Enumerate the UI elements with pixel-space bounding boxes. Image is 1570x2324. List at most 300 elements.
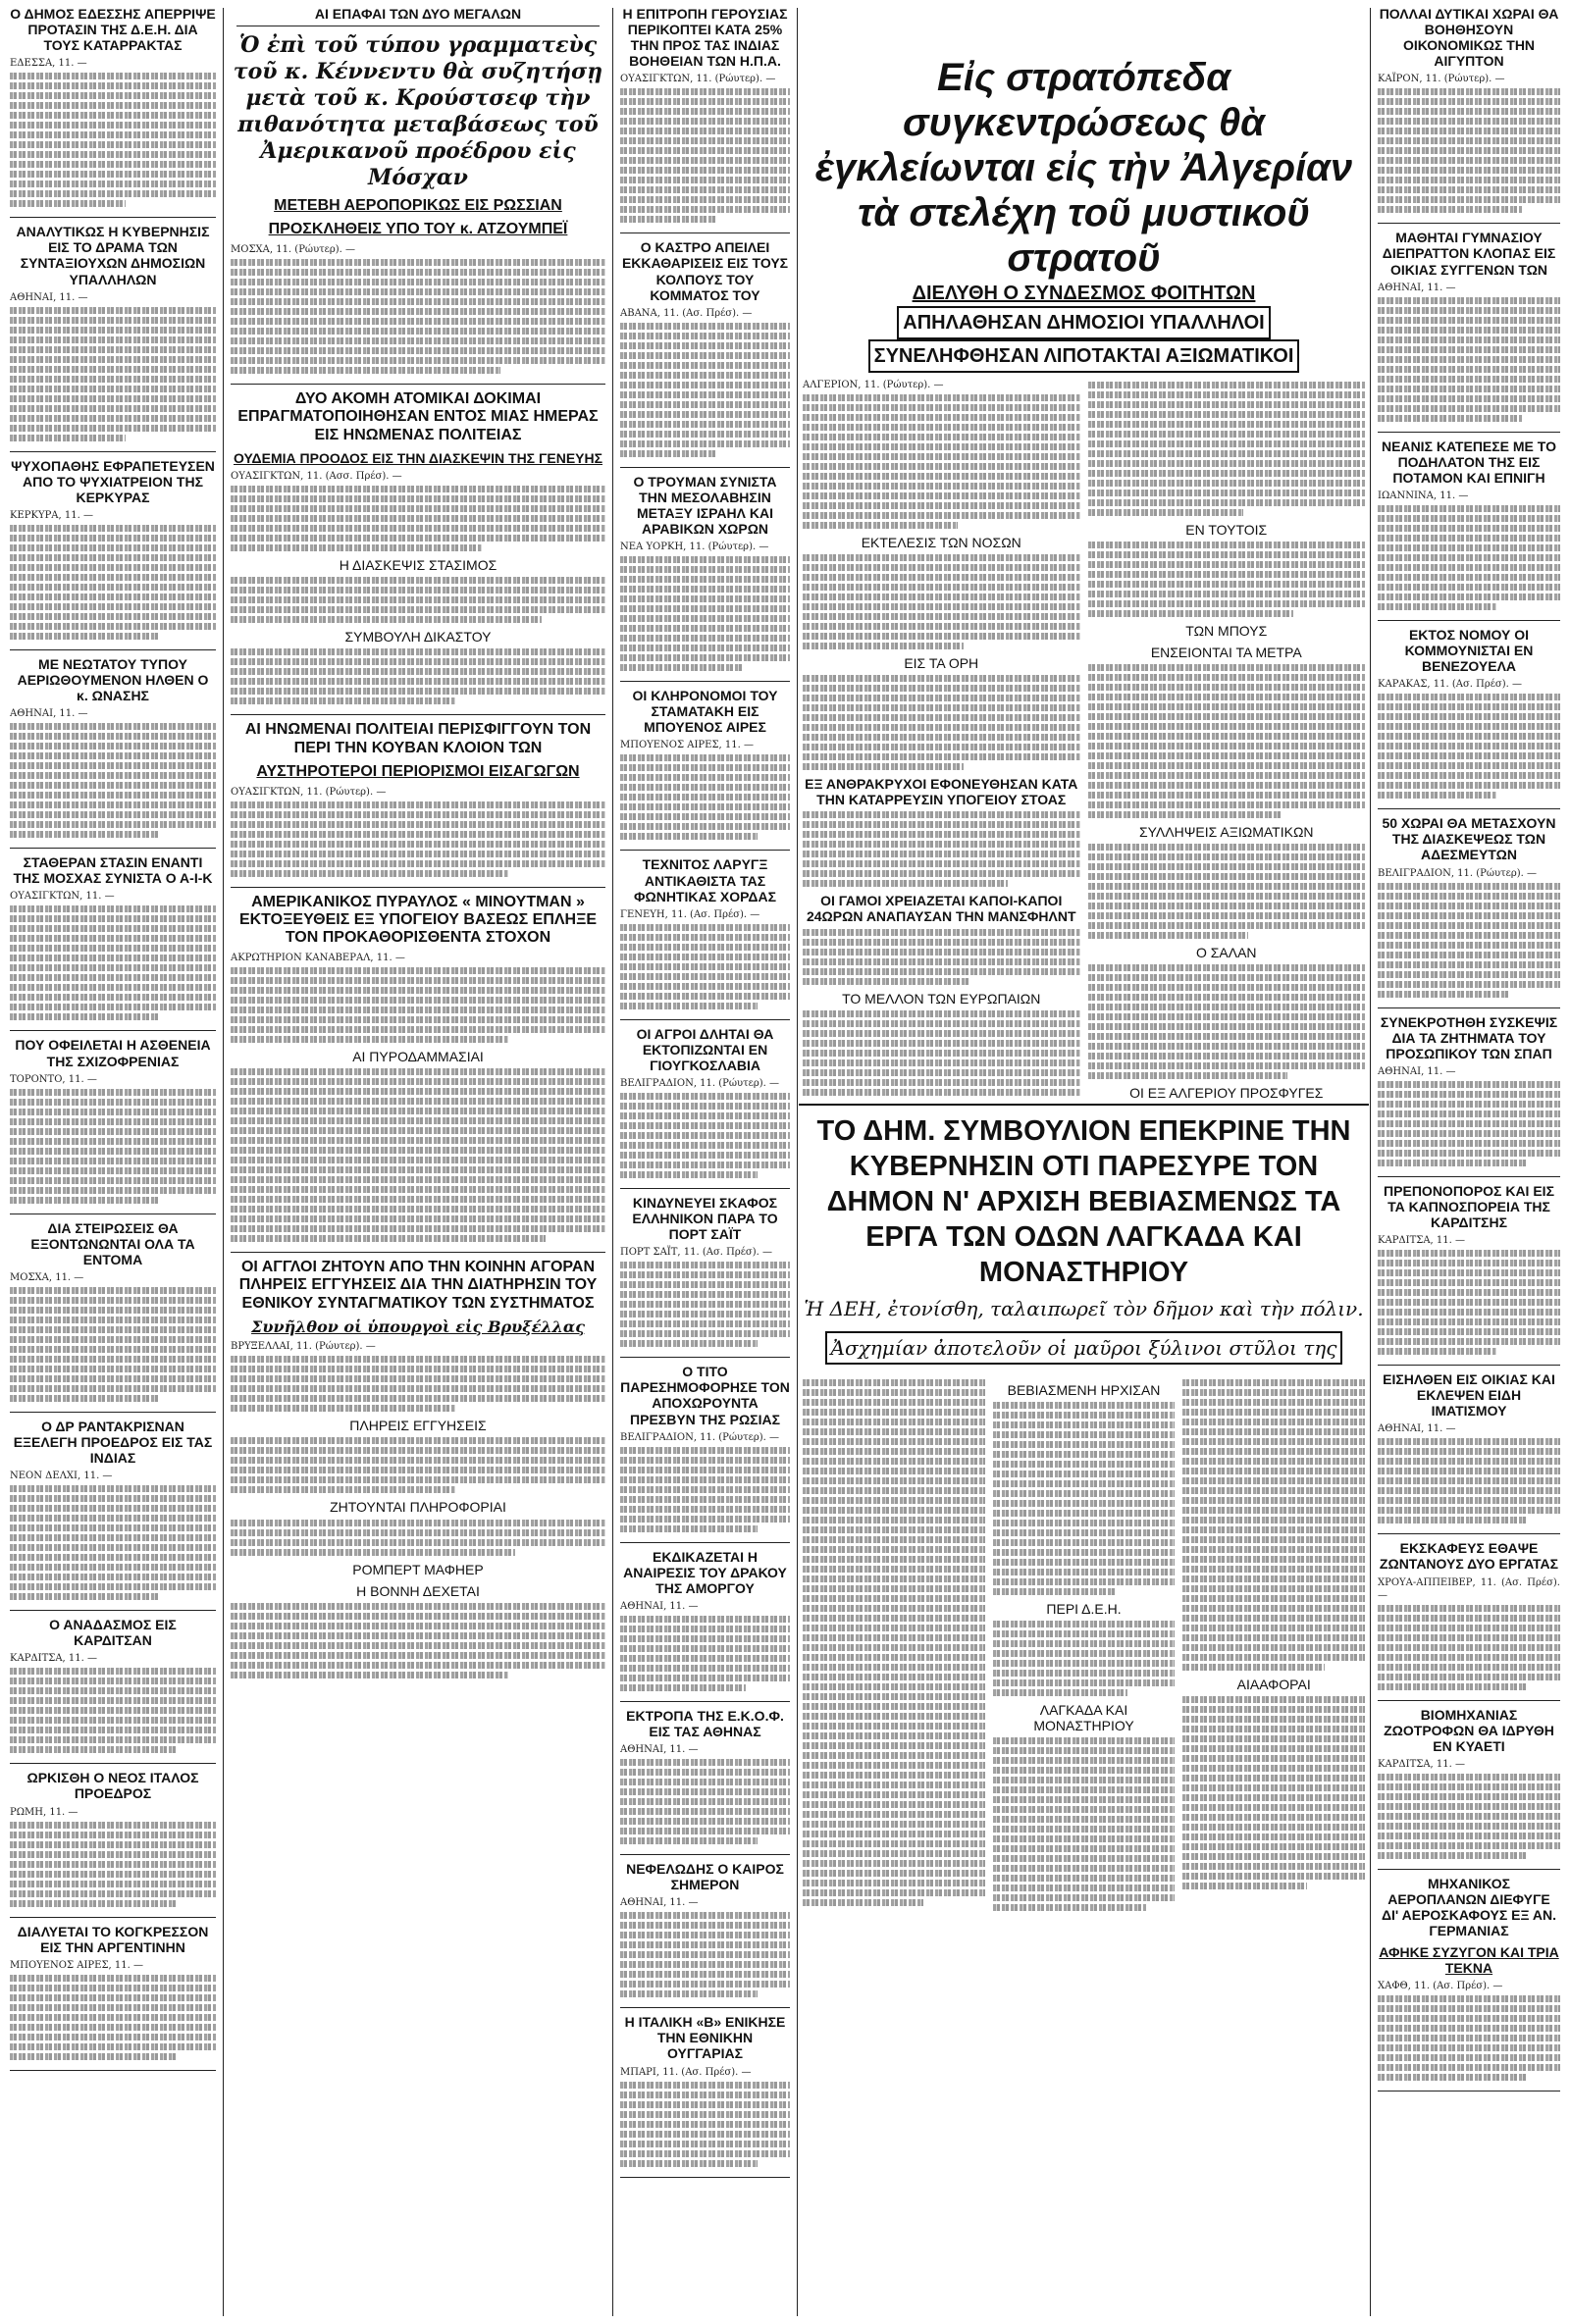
text-line [231, 860, 605, 867]
text-line [803, 695, 1080, 701]
text-line [1088, 752, 1366, 759]
text-line [10, 1128, 216, 1135]
text-line [803, 1674, 985, 1680]
text-line [231, 1356, 605, 1363]
dateline: ΕΔΕΣΣΑ, 11. — [10, 58, 87, 70]
text-line [803, 574, 1080, 581]
text-line [620, 98, 790, 105]
text-line [620, 833, 758, 840]
text-line [993, 1402, 1176, 1409]
dateline: ΜΟΣΧΑ, 11. — [10, 1271, 84, 1283]
article-body [1378, 1995, 1560, 2081]
text-line [620, 450, 715, 457]
section-head: ΠΕΡΙ Δ.Ε.Η. [1046, 1601, 1122, 1618]
text-line [1378, 108, 1560, 115]
text-line [10, 1385, 216, 1392]
article-body [620, 556, 790, 671]
text-line [620, 1808, 790, 1815]
text-line [620, 586, 790, 593]
text-line [620, 924, 790, 931]
text-line [1378, 1309, 1560, 1316]
headline: ΕΚΣΚΑΦΕΥΣ ΕΘΑΨΕ ΖΩΝΤΑΝΟΥΣ ΔΥΟ ΕΡΓΑΤΑΣ [1379, 1540, 1559, 1573]
text-line [803, 880, 1008, 887]
text-line [10, 112, 216, 119]
text-line [1088, 571, 1366, 578]
text-line [1378, 952, 1560, 958]
text-line [620, 1447, 790, 1454]
text-line [1182, 1883, 1306, 1889]
text-line [10, 1861, 216, 1868]
text-line [231, 1437, 605, 1444]
text-line [1088, 542, 1366, 548]
article [620, 856, 790, 1008]
text-line [803, 1634, 985, 1641]
text-line [1088, 811, 1282, 818]
article [10, 6, 216, 207]
text-line [1378, 893, 1560, 900]
subheadline-boxed: ΑΠΗΛΑΘΗΣΑΝ ΔΗΜΟΣΙΟΙ ΥΠΑΛΛΗΛΟΙ [897, 306, 1270, 339]
text-line [803, 1860, 985, 1867]
headline: ΨΥΧΟΠΑΘΗΣ ΕΦΡΑΠΕΤΕΥΣΕΝ ΑΠΟ ΤΟ ΨΥΧΙΑΤΡΕΙΟΝ ΤΗΣ ΚΕΡΚΥΡΑΣ [11, 457, 215, 505]
text-line [10, 1841, 216, 1848]
text-line [620, 167, 790, 174]
text-line [803, 1821, 985, 1828]
text-line [993, 1650, 1176, 1657]
article [620, 1026, 790, 1178]
article [620, 1708, 790, 1844]
article-body [10, 1287, 216, 1402]
text-line [10, 935, 216, 942]
text-line [803, 1752, 985, 1759]
text-line [10, 1564, 216, 1571]
text-line [1378, 1338, 1560, 1345]
text-line [803, 1762, 985, 1769]
text-line [1378, 1458, 1560, 1465]
section-head: ΑΙΑΑΦΟΡΑΙ [1236, 1677, 1311, 1692]
text-line [803, 821, 1080, 828]
text-line [1378, 1160, 1526, 1166]
text-line [1088, 470, 1366, 477]
text-line [1088, 674, 1366, 681]
subheadline: Συνῆλθον οἱ ὑπουργοὶ εἰς Βρυξέλλας [251, 1317, 585, 1336]
subheadline: ΔΙΕΛΥΘΗ Ο ΣΥΝΔΕΣΜΟΣ ΦΟΙΤΗΤΩΝ [912, 283, 1256, 304]
text-line [993, 1412, 1176, 1419]
text-line [1378, 307, 1560, 314]
text-line [231, 977, 605, 984]
text-line [620, 1665, 790, 1672]
main-col-b [1088, 379, 1366, 1099]
text-line [1378, 336, 1560, 343]
text-line [620, 372, 790, 379]
dateline: ΚΑΡΔΙΤΣΑ, 11. — [1378, 1235, 1465, 1247]
text-line [10, 366, 216, 373]
dateline: ΒΕΛΙΓΡΑΔΙΟΝ, 11. (Ρώυτερ). — [620, 1077, 779, 1089]
text-line [620, 1330, 790, 1337]
text-line [10, 1707, 216, 1714]
text-line [803, 851, 1080, 857]
text-line [10, 762, 216, 769]
text-line [231, 811, 605, 818]
section-head: ΤΩΝ ΜΠΟΥΣ [1185, 623, 1268, 640]
headline: ΤΟ ΔΗΜ. ΣΥΜΒΟΥΛΙΟΝ ΕΠΕΚΡΙΝΕ ΤΗΝ ΚΥΒΕΡΝΗΣΙΝ ΟΤΙ ΠΑΡΕΣΥΡΕ ΤΟΝ ΔΗΜΟΝ Ν' ΑΡΧΙΣΗ ΒΕΒΙΑΣΜΕΝΩΣ ΤΑ ΕΡΓΑ ΤΩΝ ΟΔΩΝ ΛΑΓΚΑΔΑ ΚΑΙ ΜΟΝΑΣΤΗΡΙΟΥ [816, 1115, 1351, 1288]
text-line [1378, 1328, 1560, 1335]
article-body [803, 811, 1080, 887]
text-line [620, 1142, 790, 1149]
text-line [1378, 1995, 1560, 2002]
text-line [1378, 1260, 1560, 1266]
text-line [620, 1311, 790, 1317]
text-line [993, 1431, 1176, 1438]
text-line [620, 1281, 790, 1288]
text-line [1182, 1873, 1365, 1880]
article [620, 6, 790, 223]
article-body [10, 1975, 216, 2060]
article-body [1182, 1379, 1365, 1671]
text-line [10, 1727, 216, 1733]
text-line [1088, 723, 1366, 730]
text-line [803, 685, 1080, 692]
text-line [1182, 1575, 1365, 1582]
text-line [803, 1507, 985, 1514]
text-line [803, 613, 1080, 620]
dateline: ΑΘΗΝΑΙ, 11. — [10, 291, 88, 303]
section-head: ΑΙ ΠΥΡΟΔΑΜΜΑΣΙΑΙ [352, 1048, 484, 1064]
text-line [1378, 1348, 1496, 1355]
article-body [620, 1912, 790, 1997]
text-line [231, 1225, 605, 1232]
text-line [1088, 782, 1366, 789]
text-line [620, 1103, 790, 1110]
text-line [620, 1301, 790, 1308]
text-line [10, 386, 216, 392]
text-line [10, 801, 216, 808]
text-line [1378, 1654, 1560, 1661]
article-body [803, 554, 1080, 649]
text-line [1378, 782, 1560, 789]
text-line [803, 1615, 985, 1622]
article-body [1088, 964, 1366, 1079]
text-line [803, 1399, 985, 1406]
text-line [1378, 1644, 1560, 1651]
text-line [10, 1515, 216, 1522]
article-body [1378, 694, 1560, 799]
text-line [1182, 1853, 1365, 1860]
text-line [803, 1477, 985, 1484]
text-line [231, 1652, 605, 1659]
text-line [620, 1971, 790, 1978]
text-line [620, 421, 790, 428]
text-line [1088, 1033, 1366, 1040]
headline: ΠΟΥ ΟΦΕΙΛΕΤΑΙ Η ΑΣΘΕΝΕΙΑ ΤΗΣ ΣΧΙΖΟΦΡΕΝΙΑΣ [15, 1037, 211, 1069]
text-line [231, 279, 605, 285]
text-line [1378, 1110, 1560, 1117]
text-line [10, 1985, 216, 1991]
text-line [10, 613, 216, 620]
article [10, 458, 216, 640]
text-line [231, 505, 605, 512]
article-body [620, 88, 790, 223]
text-line [231, 1068, 605, 1075]
text-line [10, 2034, 216, 2040]
article [620, 1861, 790, 1997]
text-line [1378, 1793, 1560, 1800]
article-body [10, 1089, 216, 1204]
article-body [620, 1262, 790, 1347]
text-line [620, 1320, 790, 1327]
article [10, 1617, 216, 1753]
text-line [1088, 743, 1366, 749]
text-line [1088, 912, 1366, 919]
article-body [10, 73, 216, 207]
text-line [1378, 1299, 1560, 1306]
article [1378, 627, 1560, 799]
text-line [803, 831, 1080, 838]
text-line [231, 1486, 455, 1493]
subheadline: ΜΕΤΕΒΗ ΑΕΡΟΠΟΡΙΚΩΣ ΕΙΣ ΡΩΣΣΙΑΝ [274, 197, 562, 215]
article [620, 688, 790, 840]
text-line [231, 1467, 605, 1473]
text-line [620, 1828, 790, 1834]
text-line [231, 648, 605, 655]
text-line [1378, 405, 1560, 412]
headline: ΣΤΑΘΕΡΑΝ ΣΤΑΣΙΝ ΕΝΑΝΤΙ ΤΗΣ ΜΟΣΧΑΣ ΣΥΝΙΣΤΑ Ο Α-Ι-Κ [13, 854, 213, 887]
text-line [10, 141, 216, 148]
headline: ΒΙΟΜΗΧΑΝΙΑΣ ΖΩΟΤΡΟΦΩΝ ΘΑ ΙΔΡΥΘΗ ΕΝ ΚΥΑΕΤΙ [1384, 1706, 1554, 1754]
text-line [231, 1016, 605, 1023]
text-line [231, 1476, 605, 1483]
text-line [1088, 1004, 1366, 1010]
text-line [10, 405, 216, 412]
text-line [803, 1870, 985, 1877]
article [1378, 439, 1560, 610]
text-line [1088, 801, 1366, 808]
text-line [231, 1186, 605, 1193]
text-line [1378, 525, 1560, 532]
subheadline: ΠΡΟΣΚΛΗΘΕΙΣ ΥΠΟ ΤΟΥ κ. ΑΤΖΟΥΜΠΕΪ [268, 221, 568, 238]
text-line [993, 1865, 1176, 1872]
text-line [10, 1167, 216, 1174]
section-head: ΣΥΛΛΗΨΕΙΣ ΑΞΙΩΜΑΤΙΚΩΝ [1138, 824, 1314, 841]
text-line [803, 675, 1080, 682]
text-line [1182, 1458, 1365, 1465]
section-head: ΡΟΜΠΕΡΤ ΜΑΦΗΕΡ [352, 1561, 484, 1577]
text-line [1088, 684, 1366, 691]
text-line [1182, 1409, 1365, 1416]
dateline: ΤΟΡΟΝΤΟ, 11. — [10, 1073, 97, 1085]
text-line [1378, 1150, 1560, 1157]
text-line [803, 1050, 1080, 1057]
text-line [620, 342, 790, 349]
text-line [231, 831, 605, 838]
text-line [620, 1990, 758, 1997]
text-line [803, 949, 1080, 955]
text-line [10, 2053, 177, 2060]
text-line [1182, 1765, 1365, 1772]
text-line [1088, 440, 1366, 447]
text-line [993, 1461, 1176, 1468]
text-line [10, 181, 216, 187]
text-line [803, 1546, 985, 1553]
article-body [10, 1822, 216, 1907]
text-line [803, 1389, 985, 1396]
text-line [993, 1621, 1176, 1627]
text-line [620, 1961, 790, 1968]
text-line [10, 376, 216, 383]
text-line [620, 1132, 790, 1139]
text-line [803, 1428, 985, 1435]
text-line [620, 1262, 790, 1268]
text-line [1378, 1813, 1560, 1820]
dateline: ΚΑΡΑΚΑΣ, 11. (Ασ. Πρέσ). — [1378, 679, 1523, 691]
text-line [993, 1451, 1176, 1458]
text-line [231, 658, 605, 665]
text-line [231, 357, 605, 364]
banner-headline: Εἰς στρατόπεδα συγκεντρώσεως θὰ ἐγκλείωνται εἰς τὴν Ἀλγερίαν τὰ στελέχη τοῦ μυστικοῦ στρατοῦ [814, 56, 1353, 280]
article-body [1088, 542, 1366, 617]
text-line [10, 1746, 177, 1753]
dateline: ΒΕΛΙΓΡΑΔΙΟΝ, 11. (Ρώυτερ). — [1378, 867, 1537, 879]
text-line [231, 851, 605, 857]
text-line [1088, 1043, 1366, 1050]
text-line [620, 2101, 790, 2108]
headline: 50 ΧΩΡΑΙ ΘΑ ΜΕΤΑΣΧΟΥΝ ΤΗΣ ΔΙΑΣΚΕΨΕΩΣ ΤΩΝ ΑΔΕΣΜΕΥΤΩΝ [1382, 815, 1556, 863]
dateline: ΑΘΗΝΑΙ, 11. — [620, 1897, 699, 1909]
text-line [10, 1574, 216, 1580]
text-line [10, 994, 216, 1001]
text-line [803, 1625, 985, 1631]
text-line [803, 1468, 985, 1474]
text-line [231, 259, 605, 266]
article-body [1378, 1250, 1560, 1355]
text-line [620, 1922, 790, 1929]
article-common-market [231, 1259, 605, 1678]
text-line [1378, 1625, 1560, 1631]
article-body [993, 1621, 1176, 1696]
article-body [231, 1603, 605, 1678]
article-body [1378, 88, 1560, 213]
headline: ΩΡΚΙΣΘΗ Ο ΝΕΟΣ ΙΤΑΛΟΣ ΠΡΟΕΔΡΟΣ [26, 1770, 199, 1802]
text-line [231, 1235, 546, 1242]
text-line [993, 1777, 1176, 1783]
text-line [10, 1485, 216, 1492]
text-line [993, 1767, 1176, 1774]
text-line [1088, 792, 1366, 799]
text-line [803, 724, 1080, 731]
text-line [620, 1340, 758, 1347]
text-line [620, 323, 790, 330]
article-kennedy [231, 6, 605, 374]
dateline: ΓΕΝΕΥΗ, 11. (Ασ. Πρέσ). — [620, 908, 760, 920]
text-line [620, 615, 790, 622]
text-line [1182, 1526, 1365, 1533]
article-body [620, 323, 790, 457]
text-line [10, 1832, 216, 1838]
text-line [620, 645, 790, 651]
text-line [10, 1900, 177, 1907]
article-body [10, 1668, 216, 1753]
text-line [803, 1030, 1080, 1037]
text-line [1378, 1101, 1560, 1108]
text-line [1182, 1507, 1365, 1514]
column-1 [4, 0, 222, 2324]
dateline: ΑΒΑΝΑ, 11. (Ασ. Πρέσ). — [620, 307, 753, 319]
text-line [10, 1177, 216, 1184]
text-line [1182, 1477, 1365, 1484]
headline: Ο ΑΝΑΔΑΣΜΟΣ ΕΙΣ ΚΑΡΔΙΤΣΑΝ [49, 1617, 177, 1649]
dateline: ΧΡΟΥΑ-ΑΠΠΕΙΒΕΡ, 11. (Ασ. Πρέσ). — [1378, 1576, 1560, 1601]
text-line [1378, 1615, 1560, 1622]
text-line [1088, 450, 1366, 457]
dateline: ΝΕΑ ΥΟΡΚΗ, 11. (Ρώυτερ). — [620, 542, 769, 553]
article [10, 1419, 216, 1600]
text-line [1378, 772, 1560, 779]
text-line [1378, 703, 1560, 710]
text-line [620, 764, 790, 771]
text-line [231, 1366, 605, 1372]
text-line [803, 483, 1080, 490]
text-line [10, 1307, 216, 1314]
text-line [993, 1855, 1176, 1862]
text-line [10, 171, 216, 178]
text-line [620, 1675, 790, 1681]
text-line [993, 1441, 1176, 1448]
text-line [803, 1664, 985, 1671]
text-line [231, 1147, 605, 1154]
headline: ΔΙΑ ΣΤΕΙΡΩΣΕΙΣ ΘΑ ΕΞΟΝΤΩΝΩΝΤΑΙ ΟΛΑ ΤΑ ΕΝΤΟΜΑ [30, 1219, 195, 1267]
headline: ΤΕΧΝΙΤΟΣ ΛΑΡΥΓΞ ΑΝΤΙΚΑΘΙΣΤΑ ΤΑΣ ΦΩΝΗΤΙΚΑΣ ΧΟΡΔΑΣ [634, 856, 776, 904]
text-line [1378, 157, 1560, 164]
text-line [1378, 1250, 1560, 1257]
article-body [620, 754, 790, 840]
text-line [1378, 1468, 1560, 1474]
text-line [803, 1010, 1080, 1017]
text-line [620, 1818, 790, 1825]
text-line [231, 1215, 605, 1222]
text-line [620, 2150, 790, 2157]
text-line [10, 1326, 216, 1333]
text-line [803, 584, 1080, 591]
text-line [1182, 1379, 1365, 1386]
article-cuba [231, 721, 605, 876]
text-line [1182, 1726, 1365, 1732]
text-line [1378, 883, 1560, 890]
article-body [620, 924, 790, 1009]
article [1378, 815, 1560, 997]
text-line [231, 1088, 605, 1095]
text-line [10, 395, 216, 402]
text-line [10, 1524, 216, 1531]
text-line [1378, 1448, 1560, 1455]
article-body [231, 967, 605, 1043]
article-body [1378, 505, 1560, 610]
dateline: ΟΥΑΣΙΓΚΤΩΝ, 11. — [10, 891, 115, 903]
text-line [231, 495, 605, 502]
text-line [1378, 1823, 1560, 1830]
headline: ΝΕΑΝΙΣ ΚΑΤΕΠΕΣΕ ΜΕ ΤΟ ΠΟΔΗΛΑΤΟΝ ΤΗΣ ΕΙΣ ΠΟΤΑΜΟΝ ΚΑΙ ΕΠΝΙΓΗ [1382, 438, 1556, 486]
dateline: ΜΠΟΥΕΝΟΣ ΑΙΡΕΣ, 11. — [10, 1959, 143, 1971]
text-line [803, 860, 1080, 867]
column-rule [612, 8, 613, 2316]
text-line [803, 1723, 985, 1730]
text-line [1088, 480, 1366, 487]
article-body [231, 259, 605, 374]
text-line [1088, 863, 1366, 870]
text-line [10, 1375, 216, 1382]
text-line [803, 1811, 985, 1818]
text-line [803, 870, 1080, 877]
text-line [620, 1684, 746, 1691]
text-line [1378, 505, 1560, 512]
